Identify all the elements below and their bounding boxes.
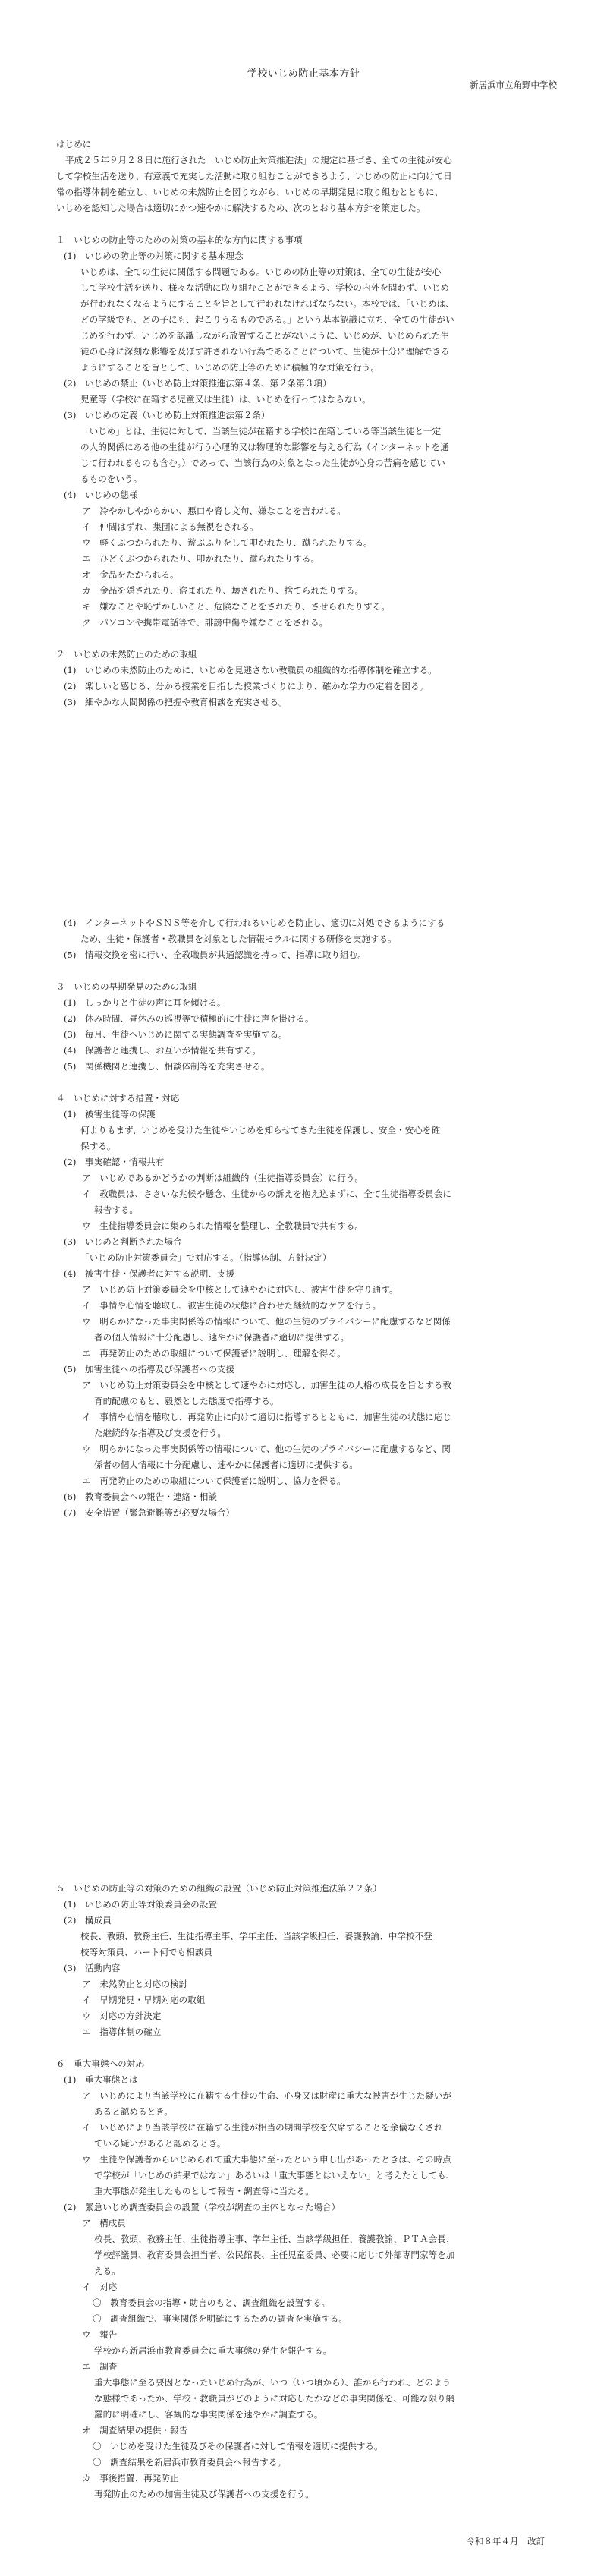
text-line: 〇 調査組織で、事実関係を明確にするための調査を実施する。 xyxy=(93,2313,348,2324)
text-line: ウ 軽くぶつかられたり、遊ぶふりをして叩かれたり、蹴られたりする。 xyxy=(82,537,373,548)
text-line: ウ 生徒や保護者からいじめられて重大事態に至ったという申し出があったときは、その時点 xyxy=(82,2154,451,2165)
text-line: キ 嫌なことや恥ずかしいこと、危険なことをされたり、させられたりする。 xyxy=(82,601,390,612)
text-line: (4) 保護者と連携し、お互いが情報を共有する。 xyxy=(64,1045,261,1056)
paragraph-gap xyxy=(0,2040,607,2056)
text-line: オ 調査結果の提供・報告 xyxy=(82,2425,188,2436)
text-line: イ 対応 xyxy=(82,2282,118,2292)
text-line: 校長、教頭、教務主任、生徒指導主事、学年主任、当該学級担任、養護教諭、中学校不登 xyxy=(80,1931,432,1941)
text-line: 再発防止のための加害生徒及び保護者への支援を行う。 xyxy=(94,2489,314,2499)
text-line: 「いじめ防止対策委員会」で対応する。（指導体制、方針決定） xyxy=(80,1252,332,1263)
text-line: 徒の心身に深刻な影響を及ぼす許されない行為であることについて、生徒が十分に理解できる xyxy=(80,346,450,357)
revision-date: 令和８年４月 改訂 xyxy=(466,2536,545,2546)
text-line: 校等対策員、ハート何でも相談員 xyxy=(80,1947,212,1957)
text-line: カ 金品を隠されたり、盗まれたり、壊されたり、捨てられたりする。 xyxy=(82,585,364,596)
text-line: イ 事情や心情を聴取し、再発防止に向けて適切に指導するとともに、加害生徒の状態に応じ xyxy=(82,1412,451,1422)
text-line: エ 再発防止のための取組について保護者に説明し、理解を得る。 xyxy=(82,1348,346,1359)
text-line: エ 再発防止のための取組について保護者に説明し、協力を得る。 xyxy=(82,1475,346,1486)
text-line: エ ひどくぶつかられたり、叩かれたり、蹴られたりする。 xyxy=(82,553,320,564)
text-line: 校長、教頭、教務主任、生徒指導主事、学年主任、当該学級担任、養護教諭、ＰＴＡ会長、 xyxy=(94,2234,455,2244)
text-line: (1) いじめの防止等の対策に関する基本理念 xyxy=(64,250,244,261)
text-line: (3) 細やかな人間関係の把握や教育相談を充実させる。 xyxy=(64,697,288,707)
text-line: (3) 毎月、生徒へいじめに関する実態調査を実施する。 xyxy=(64,1029,288,1040)
text-line: どの学級でも、どの子にも、起こりうるものである。」という基本認識に立ち、全ての生徒がい xyxy=(80,314,454,325)
text-line: イ 教職員は、ささいな兆候や懸念、生徒からの訴えを抱え込まずに、全て生徒指導委員会に xyxy=(82,1189,451,1199)
text-line: ア いじめであるかどうかの判断は組織的（生徒指導委員会）に行う。 xyxy=(82,1173,364,1183)
text-line: 報告する。 xyxy=(94,1205,138,1215)
text-line: イ 早期発見・早期対応の取組 xyxy=(82,1995,206,2005)
text-line: (2) 構成員 xyxy=(64,1915,112,1926)
text-line: 〇 調査結果を新居浜市教育委員会へ報告する。 xyxy=(93,2457,287,2467)
text-line: (1) しっかりと生徒の声に耳を傾ける。 xyxy=(64,997,226,1008)
text-line: エ 指導体制の確立 xyxy=(82,2026,162,2037)
text-line: が行われなくなるようにすることを旨として行われなければならない。本校では、「いじめは、 xyxy=(80,298,454,309)
text-line: (1) 重大事態とは xyxy=(64,2074,138,2085)
text-line: あると認めるとき。 xyxy=(94,2106,173,2117)
text-line: ため、生徒・保護者・教職員を対象とした情報モラルに関する研修を実施する。 xyxy=(80,934,397,944)
text-line: いじめを認知した場合は適切にかつ速やかに解決するため、次のとおり基本方針を策定した。 xyxy=(56,203,426,213)
text-line: える。 xyxy=(94,2266,121,2276)
text-line: ア 未然防止と対応の検討 xyxy=(82,1979,188,1989)
text-line: ５ いじめの防止等の対策のための組織の設置（いじめ防止対策推進法第２２条） xyxy=(56,1883,382,1894)
text-line: (3) いじめと判断された場合 xyxy=(64,1236,182,1247)
paragraph-gap xyxy=(0,963,607,979)
text-line: １ いじめの防止等のための対策の基本的な方向に関する事項 xyxy=(56,235,303,245)
text-line: ア いじめ防止対策委員会を中核として速やかに対応し、被害生徒を守り通す。 xyxy=(82,1284,398,1295)
text-line: 重大事態に至る要因となったいじめ行為が、いつ（いつ頃から）、誰から行われ、どのよう xyxy=(94,2377,451,2388)
text-block xyxy=(0,1881,607,2502)
text-line: 〇 いじめを受けた生徒及びその保護者に対して情報を適切に提供する。 xyxy=(93,2441,383,2452)
school-name: 新居浜市立角野中学校 xyxy=(470,80,557,90)
text-line: (4) 被害生徒・保護者に対する説明、支援 xyxy=(64,1268,235,1279)
text-line: カ 事後措置、再発防止 xyxy=(82,2473,179,2483)
document-title: 学校いじめ防止基本方針 xyxy=(247,68,360,80)
text-line: イ 事情や心情を聴取し、被害生徒の状態に合わせた継続的なケアを行う。 xyxy=(82,1300,382,1311)
text-line: (2) いじめの禁止（いじめ防止対策推進法第４条、第２条第３項） xyxy=(64,378,332,389)
text-line: で学校が「いじめの結果ではない」あるいは「重大事態とはいえない」と考えたとしても、 xyxy=(94,2170,455,2181)
text-line: 〇 教育委員会の指導・助言のもと、調査組織を設置する。 xyxy=(93,2297,331,2308)
text-line: ２ いじめの未然防止のための取組 xyxy=(56,649,197,660)
text-line: (3) 活動内容 xyxy=(64,1963,121,1973)
text-line: 常の指導体制を確立し、いじめの未然防止を図りながら、いじめの早期発見に取り組むとともに、 xyxy=(56,187,444,197)
text-line: (6) 教育委員会への報告・連絡・相談 xyxy=(64,1491,217,1502)
text-line: ア いじめにより当該学校に在籍する生徒の生命、心身又は財産に重大な被害が生じた疑いが xyxy=(82,2090,451,2101)
text-line: (5) 関係機関と連携し、相談体制等を充実させる。 xyxy=(64,1061,270,1072)
text-line: ウ 明らかになった事実関係等の情報について、他の生徒のプライバシーに配慮するなど関係 xyxy=(82,1316,451,1327)
paragraph-gap xyxy=(0,631,607,647)
text-line: 平成２５年９月２８日に施行された「いじめ防止対策推進法」の規定に基づき、全ての生徒が安心 xyxy=(65,155,452,165)
text-line: 「いじめ」とは、生徒に対して、当該生徒が在籍する学校に在籍している等当該生徒と一定 xyxy=(80,426,442,436)
text-block xyxy=(0,137,607,710)
text-line: 係者の個人情報に十分配慮し、速やかに保護者に適切に提供する。 xyxy=(94,1460,358,1470)
text-line: 羅的に明確にし、客観的な事実関係を速やかに調査する。 xyxy=(94,2409,323,2420)
text-line: はじめに xyxy=(56,139,92,150)
text-line: 何よりもまず、いじめを受けた生徒やいじめを知らせてきた生徒を保護し、安全・安心を確 xyxy=(80,1125,441,1135)
text-line: (3) いじめの定義（いじめ防止対策推進法第２条） xyxy=(64,410,270,420)
text-line: ている疑いがあると認めるとき。 xyxy=(94,2138,226,2149)
text-line: 児童等（学校に在籍する児童又は生徒）は、いじめを行ってはならない。 xyxy=(80,394,371,405)
text-line: (1) いじめの防止等対策委員会の設置 xyxy=(64,1899,217,1910)
text-line: 重大事態が発生したものとして報告・調査等に当たる。 xyxy=(94,2186,314,2197)
text-line: して学校生活を送り、有意義で充実した活動に取り組むことができるよう、いじめの防止に向けて日 xyxy=(56,171,452,181)
text-line: 保する。 xyxy=(80,1141,116,1151)
text-line: オ 金品をたかられる。 xyxy=(82,569,179,580)
text-line: ６ 重大事態への対応 xyxy=(56,2058,144,2069)
text-line: 育的配慮のもと、毅然とした態度で指導する。 xyxy=(94,1396,279,1406)
text-line: 学校評議員、教育委員会担当者、公民館長、主任児童委員、必要に応じて外部専門家等を加 xyxy=(94,2250,455,2260)
text-line: (7) 安全措置（緊急避難等が必要な場合） xyxy=(64,1507,235,1518)
text-line: (5) 加害生徒への指導及び保護者への支援 xyxy=(64,1364,235,1375)
text-line: エ 調査 xyxy=(82,2361,118,2372)
text-line: (1) 被害生徒等の保護 xyxy=(64,1109,156,1120)
text-block xyxy=(0,915,607,1521)
text-line: (2) 事実確認・情報共有 xyxy=(64,1157,165,1167)
text-line: ア いじめ防止対策委員会を中核として速やかに対応し、加害生徒の人格の成長を旨とする教 xyxy=(82,1380,451,1390)
text-line: ３ いじめの早期発見のための取組 xyxy=(56,981,197,992)
text-line: (1) いじめの未然防止のために、いじめを見逃さない教職員の組織的な指導体制を確立する。 xyxy=(64,665,437,675)
text-line: (2) 緊急いじめ調査委員会の設置（学校が調査の主体となった場合） xyxy=(64,2202,341,2212)
text-line: の人的関係にある他の生徒が行う心理的又は物理的な影響を与える行為（インターネットを通 xyxy=(80,442,449,452)
text-line: じめを行わず、いじめを認識しながら放置することがないように、いじめが、いじめられた生 xyxy=(80,330,450,341)
text-line: な態様であったか、学校・教職員がどのように対応したかなどの事実関係を、可能な限り網 xyxy=(94,2393,455,2404)
text-line: 者の個人情報に十分配慮し、速やかに保護者に適切に提供する。 xyxy=(94,1332,350,1343)
text-line: イ 仲間はずれ、集団による無視をされる。 xyxy=(82,521,259,532)
text-line: (4) インターネットやＳＮＳ等を介して行われるいじめを防止し、適切に対処できるようにする xyxy=(64,918,445,928)
text-line: ウ 報告 xyxy=(82,2329,118,2340)
text-line: (2) 休み時間、昼休みの巡視等で積極的に生徒に声を掛ける。 xyxy=(64,1013,314,1024)
text-line: イ いじめにより当該学校に在籍する生徒が相当の期間学校を欠席することを余儀なくされ xyxy=(82,2122,443,2133)
paragraph-gap xyxy=(0,216,607,232)
text-line: (5) 情報交換を密に行い、全教職員が共通認識を持って、指導に取り組む。 xyxy=(64,949,366,960)
text-line: ア 冷やかしやからかい、悪口や脅し文句、嫌なことを言われる。 xyxy=(82,505,346,516)
text-line: ウ 対応の方針決定 xyxy=(82,2011,162,2021)
text-line: して学校生活を送り、様々な活動に取り組むことができるよう、学校の内外を問わず、いじめ xyxy=(80,282,450,293)
text-line: 学校から新居浜市教育委員会に重大事態の発生を報告する。 xyxy=(94,2345,332,2356)
text-line: (4) いじめの態様 xyxy=(64,490,138,500)
text-line: ようにすることを旨として、いじめの防止等のために積極的な対策を行う。 xyxy=(80,362,379,373)
text-line: た継続的な指導及び支援を行う。 xyxy=(94,1428,226,1438)
text-line: (2) 楽しいと感じる、分かる授業を目指した授業づくりにより、確かな学力の定着を図る。 xyxy=(64,681,429,691)
text-line: ク パソコンや携帯電話等で、誹謗中傷や嫌なことをされる。 xyxy=(82,617,329,628)
text-line: るものをいう。 xyxy=(80,474,143,484)
text-line: ウ 明らかになった事実関係等の情報について、他の生徒のプライバシーに配慮するなど、関 xyxy=(82,1444,451,1454)
text-line: じて行われるものも含む。）であって、当該行為の対象となった生徒が心身の苦痛を感じてい xyxy=(80,458,445,468)
paragraph-gap xyxy=(0,1075,607,1091)
text-line: ア 構成員 xyxy=(82,2218,126,2228)
text-line: いじめは、全ての生徒に関係する問題である。いじめの防止等の対策は、全ての生徒が安心 xyxy=(80,266,442,277)
text-line: ４ いじめに対する措置・対応 xyxy=(56,1093,180,1104)
text-line: ウ 生徒指導委員会に集められた情報を整理し、全教職員で共有する。 xyxy=(82,1220,364,1231)
